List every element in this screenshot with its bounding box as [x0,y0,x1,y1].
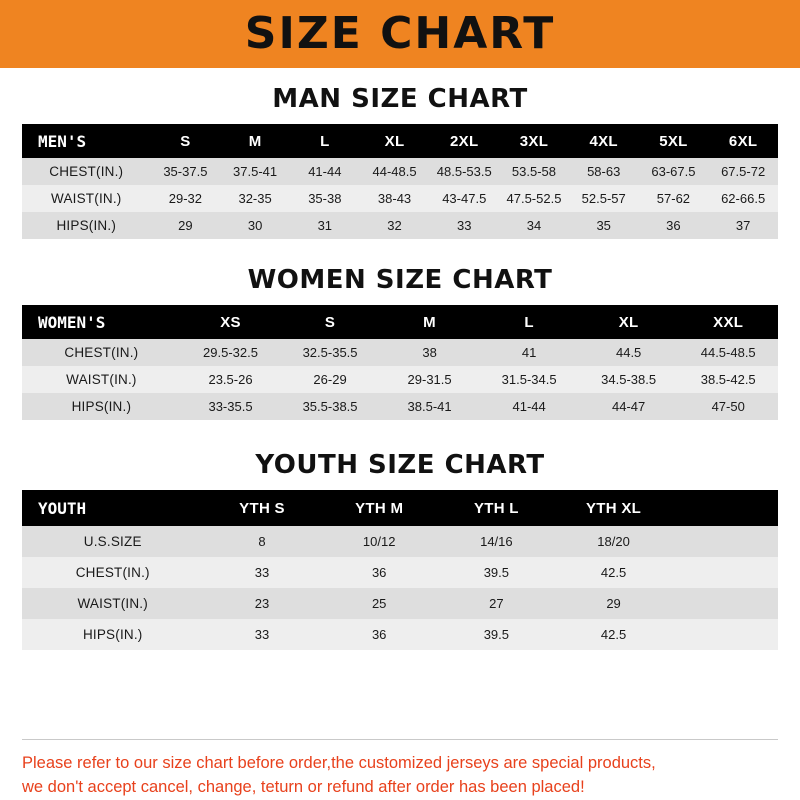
men-cell-0-6: 58-63 [569,158,639,185]
table-header-row [22,305,778,339]
table-row [22,619,778,650]
men-cell-1-5: 47.5-52.5 [499,185,569,212]
youth-cell-0-0: 8 [203,526,320,557]
men-cell-0-1: 37.5-41 [220,158,290,185]
youth-cell-3-2: 39.5 [438,619,555,650]
women-row-1-label: WAIST(IN.) [22,366,181,393]
women-section-title: WOMEN SIZE CHART [247,265,553,295]
youth-cell-0-1: 10/12 [321,526,438,557]
men-cell-2-8: 37 [708,212,778,239]
table-row [22,526,778,557]
women-col-0: XS [181,305,281,339]
youth-cell-0-spacer [672,526,778,557]
men-col-8: 6XL [708,124,778,158]
youth-cell-1-3: 42.5 [555,557,672,588]
men-cell-2-7: 36 [639,212,709,239]
women-cell-1-4: 34.5-38.5 [579,366,679,393]
youth-col-0: YTH S [203,490,320,526]
men-size-table [22,124,778,239]
youth-cell-2-spacer [672,588,778,619]
women-cell-0-5: 44.5-48.5 [678,339,778,366]
men-cell-0-4: 48.5-53.5 [429,158,499,185]
women-col-3: L [479,305,579,339]
youth-cell-1-0: 33 [203,557,320,588]
women-size-table [22,305,778,420]
youth-row-3-label: HIPS(IN.) [22,619,203,650]
page-title: SIZE CHART [244,8,556,59]
youth-size-table [22,490,778,650]
women-table-body [22,339,778,420]
men-table-header [22,124,778,158]
men-col-3: XL [360,124,430,158]
youth-table-body [22,526,778,650]
content-area [0,68,800,739]
table-row [22,393,778,420]
men-cell-0-8: 67.5-72 [708,158,778,185]
men-col-5: 3XL [499,124,569,158]
women-cell-1-3: 31.5-34.5 [479,366,579,393]
women-row-0-label: CHEST(IN.) [22,339,181,366]
youth-row-2-label: WAIST(IN.) [22,588,203,619]
women-col-4: XL [579,305,679,339]
youth-table-header [22,490,778,526]
men-col-2: L [290,124,360,158]
women-row-2-label: HIPS(IN.) [22,393,181,420]
men-cell-2-2: 31 [290,212,360,239]
men-col-7: 5XL [639,124,709,158]
men-row-1-label: WAIST(IN.) [22,185,151,212]
men-cell-0-3: 44-48.5 [360,158,430,185]
table-row [22,212,778,239]
women-cell-2-3: 41-44 [479,393,579,420]
men-row-2-label: HIPS(IN.) [22,212,151,239]
women-cell-1-5: 38.5-42.5 [678,366,778,393]
youth-col-spacer [672,490,778,526]
youth-cell-0-2: 14/16 [438,526,555,557]
youth-cell-2-3: 29 [555,588,672,619]
table-row [22,185,778,212]
youth-cell-2-2: 27 [438,588,555,619]
youth-col-1: YTH M [321,490,438,526]
men-table-body [22,158,778,239]
youth-row-0-label: U.S.SIZE [22,526,203,557]
men-cell-1-7: 57-62 [639,185,709,212]
women-cell-0-3: 41 [479,339,579,366]
men-cell-1-1: 32-35 [220,185,290,212]
table-row [22,588,778,619]
men-col-1: M [220,124,290,158]
men-cell-1-8: 62-66.5 [708,185,778,212]
men-cell-2-1: 30 [220,212,290,239]
men-cell-1-0: 29-32 [151,185,221,212]
women-cell-2-2: 38.5-41 [380,393,480,420]
women-table-header [22,305,778,339]
women-cell-2-4: 44-47 [579,393,679,420]
men-cell-0-5: 53.5-58 [499,158,569,185]
page-header [0,0,800,68]
men-cell-2-3: 32 [360,212,430,239]
men-col-6: 4XL [569,124,639,158]
youth-cell-2-1: 25 [321,588,438,619]
women-cell-1-1: 26-29 [280,366,380,393]
footer-note-line-1: Please refer to our size chart before order,the customized jerseys are special products, [22,754,656,773]
table-row [22,557,778,588]
women-cell-1-0: 23.5-26 [181,366,281,393]
men-cell-1-3: 38-43 [360,185,430,212]
men-cell-2-6: 35 [569,212,639,239]
men-cell-1-4: 43-47.5 [429,185,499,212]
youth-corner-label: YOUTH [22,490,203,526]
women-cell-0-2: 38 [380,339,480,366]
men-cell-1-2: 35-38 [290,185,360,212]
men-col-0: S [151,124,221,158]
men-cell-2-0: 29 [151,212,221,239]
youth-cell-1-spacer [672,557,778,588]
table-header-row [22,124,778,158]
youth-cell-3-1: 36 [321,619,438,650]
table-row [22,339,778,366]
men-col-4: 2XL [429,124,499,158]
men-cell-2-5: 34 [499,212,569,239]
men-row-0-label: CHEST(IN.) [22,158,151,185]
youth-cell-3-3: 42.5 [555,619,672,650]
youth-row-1-label: CHEST(IN.) [22,557,203,588]
women-cell-0-4: 44.5 [579,339,679,366]
women-cell-2-1: 35.5-38.5 [280,393,380,420]
women-col-5: XXL [678,305,778,339]
women-cell-2-0: 33-35.5 [181,393,281,420]
women-cell-0-0: 29.5-32.5 [181,339,281,366]
youth-cell-0-3: 18/20 [555,526,672,557]
table-row [22,158,778,185]
men-cell-0-0: 35-37.5 [151,158,221,185]
table-header-row [22,490,778,526]
men-cell-1-6: 52.5-57 [569,185,639,212]
table-row [22,366,778,393]
women-corner-label: WOMEN'S [22,305,181,339]
footer-note-line-2: we don't accept cancel, change, teturn or refund after order has been placed! [22,778,585,797]
youth-col-2: YTH L [438,490,555,526]
women-cell-1-2: 29-31.5 [380,366,480,393]
youth-col-3: YTH XL [555,490,672,526]
man-section-title: MAN SIZE CHART [272,84,528,114]
men-corner-label: MEN'S [22,124,151,158]
women-cell-2-5: 47-50 [678,393,778,420]
youth-cell-1-2: 39.5 [438,557,555,588]
youth-section-title: YOUTH SIZE CHART [255,450,545,480]
youth-cell-1-1: 36 [321,557,438,588]
men-cell-0-7: 63-67.5 [639,158,709,185]
men-cell-2-4: 33 [429,212,499,239]
women-col-2: M [380,305,480,339]
footer-note [22,739,778,800]
women-col-1: S [280,305,380,339]
youth-cell-3-spacer [672,619,778,650]
youth-cell-2-0: 23 [203,588,320,619]
men-cell-0-2: 41-44 [290,158,360,185]
youth-cell-3-0: 33 [203,619,320,650]
women-cell-0-1: 32.5-35.5 [280,339,380,366]
